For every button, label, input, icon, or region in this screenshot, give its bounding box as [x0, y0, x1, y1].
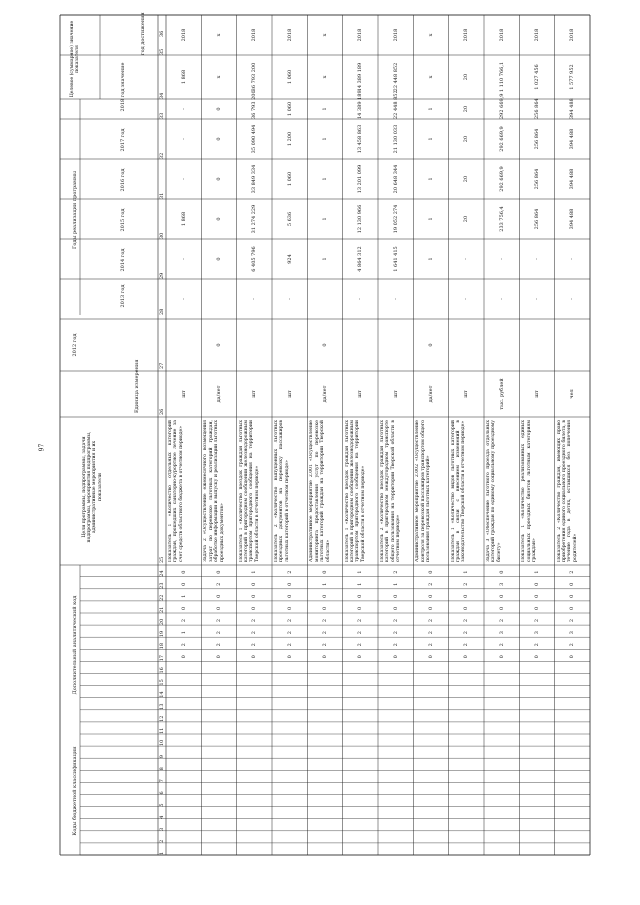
- year-header: 2018 год: [120, 88, 126, 112]
- year-value-cell: 33 849 334: [251, 164, 258, 194]
- code-cell: 2: [428, 631, 434, 635]
- target-year-cell: 2018: [498, 28, 505, 42]
- year-value-cell: 20: [463, 105, 470, 113]
- target-value-cell: 22 448 852: [392, 62, 399, 92]
- year-value-cell: 292 669,9: [498, 126, 505, 152]
- code-cell: 0: [428, 655, 434, 659]
- unit-cell: шт: [286, 390, 293, 398]
- year-value-cell: -: [286, 298, 293, 300]
- code-cell: 0: [463, 655, 470, 659]
- row-description: Показатель 1 «Количество поездок граждан льготных категорий в пригородном сообщении железнодорожным транспортом пригородного сообщения на территории Тверской области в отчетном периоде»: [238, 420, 260, 562]
- year-value-cell: 1 060: [286, 171, 293, 187]
- year-value-cell: 35 090 494: [251, 124, 258, 154]
- column-number: 29: [159, 272, 165, 279]
- column-number: 6: [159, 791, 165, 795]
- column-number: 10: [159, 739, 165, 747]
- code-cell: 0: [216, 655, 222, 659]
- year-value-cell: -: [534, 258, 540, 260]
- code-cell: 0: [534, 582, 540, 586]
- code-cell: 2: [216, 618, 222, 623]
- code-cell: 3: [569, 631, 576, 635]
- year-value-cell: 256 864: [534, 128, 540, 150]
- unit-cell: шт: [251, 390, 258, 398]
- code-cell: 3: [498, 582, 505, 586]
- year-value-cell: 19 052 274: [392, 204, 399, 234]
- unit-cell: шт: [392, 390, 399, 398]
- code-cell: 0: [251, 594, 258, 598]
- column-number: 25: [159, 556, 165, 563]
- year-2012-header: 2012 год: [72, 333, 78, 357]
- code-cell: 2: [251, 631, 258, 635]
- year-value-cell: -: [180, 258, 187, 260]
- year-value-cell: -: [498, 258, 505, 260]
- row-description: Показатель 2 «Количество выпущенных льготных проездных документов на перевозку пассажиров льготных категорий в отчетном периоде»: [274, 420, 290, 562]
- year-value-cell: 1: [428, 257, 434, 261]
- target-year-cell: х: [322, 33, 328, 37]
- year-value-cell: -: [569, 298, 576, 300]
- code-cell: 3: [534, 631, 540, 635]
- code-cell: 1: [392, 582, 399, 586]
- year-header: 2015 год: [120, 208, 126, 232]
- code-cell: 0: [428, 606, 434, 610]
- year-value-cell: 1 060: [286, 101, 293, 117]
- code-cell: 0: [569, 594, 576, 598]
- code-cell: 0: [216, 594, 222, 598]
- year-value-cell: 0: [216, 217, 222, 221]
- year-value-cell: -: [463, 258, 470, 260]
- column-number: 2: [159, 839, 165, 843]
- code-cell: 2: [498, 618, 505, 623]
- program-name-header: Цели программы, подпрограммы, задачи подпрограммы, мероприятия подпрограммы, административные мероприятия и их показатели: [82, 431, 103, 543]
- column-number: 22: [159, 594, 165, 601]
- code-cell: 0: [498, 606, 505, 610]
- column-number: 24: [159, 570, 165, 577]
- target-value-cell: 14 389 189: [357, 62, 364, 92]
- row-description: Показатель 1 «Количество отдельных категорий граждан, прошедших санаторно-курортное лечение за счет средств областного бюджета в отчетном периоде»: [168, 420, 184, 562]
- code-cell: 2: [180, 643, 187, 647]
- code-cell: 1: [357, 582, 364, 586]
- year-value-cell: 233 756,4: [498, 206, 505, 232]
- year-value-cell: 256 864: [534, 208, 540, 230]
- code-cell: 2: [534, 618, 540, 623]
- code-cell: 0: [216, 570, 222, 574]
- year-value-cell: 22 448 852: [392, 90, 399, 119]
- year-value-cell: 31 274 229: [251, 204, 258, 234]
- unit-cell: чел: [569, 389, 576, 399]
- code-cell: 0: [286, 594, 293, 598]
- year-header: 2014 год: [120, 248, 126, 272]
- row-description: Административное мероприятие 2.001 «Осуществление мониторинга предоставления услуг по перевозке льготных категорий граждан на территории Тверской области»: [309, 420, 331, 562]
- column-number: 30: [159, 232, 165, 239]
- row-description: Задача 2 «Осуществление ежемесячного возмещения затрат по перевозке льготных категорий граждан, обработке информации и выпуску и реализации льготных проездных документов»: [203, 420, 225, 562]
- year-value-cell: 0: [216, 107, 222, 111]
- code-cell: 0: [322, 655, 328, 659]
- code-cell: 2: [498, 643, 505, 647]
- column-number: 16: [159, 667, 165, 674]
- year-value-cell: 1: [428, 217, 434, 221]
- year-value-cell: 394 488: [569, 208, 576, 230]
- code-cell: 0: [180, 655, 187, 659]
- unit-header: Единица измерения: [134, 359, 140, 413]
- year-value-cell: 394 488: [569, 98, 576, 119]
- column-number: 20: [159, 618, 165, 626]
- year-value-cell: 394 488: [569, 128, 576, 150]
- program-years-header: Годы реализации программы: [72, 171, 78, 249]
- code-cell: 1: [534, 570, 540, 574]
- column-number: 3: [159, 827, 165, 831]
- column-number: 14: [159, 691, 165, 698]
- year-header: 2013 год: [120, 284, 126, 308]
- column-number: 32: [159, 152, 165, 159]
- column-number: 4: [159, 815, 165, 819]
- code-cell: 2: [357, 618, 364, 623]
- year-value-cell: 0: [216, 177, 222, 181]
- year-value-cell: 21 130 033: [392, 124, 399, 154]
- row-description: Показатель 1 «Количество реализованных единых социальных проездных билетов льготным категориям граждан»: [521, 420, 538, 562]
- unit-cell: шт: [180, 390, 187, 398]
- code-cell: 0: [534, 655, 540, 659]
- code-cell: 0: [463, 594, 470, 598]
- target-value-cell: х: [322, 75, 328, 79]
- row-description: Показатель 1 «Количество поездок граждан льготных категорий в пригородном сообщении железнодорожным транспортом пригородного сообщения на территории Тверской области в отчетном периоде»: [344, 420, 366, 562]
- code-cell: 3: [498, 631, 505, 635]
- code-cell: 0: [569, 606, 576, 610]
- year-value-cell: 256 864: [534, 98, 540, 119]
- year-value-cell: -: [463, 298, 470, 300]
- year-value-cell: -: [180, 138, 187, 140]
- code-cell: 0: [569, 582, 576, 586]
- code-cell: 2: [428, 582, 434, 586]
- code-cell: 0: [428, 594, 434, 598]
- year-value-cell: 20 648 344: [392, 164, 399, 194]
- year-2012-cell: 0: [322, 343, 328, 347]
- code-cell: 0: [286, 582, 293, 586]
- year-value-cell: 924: [286, 254, 293, 264]
- year-value-cell: 36 793 200: [251, 90, 258, 119]
- column-number: 18: [159, 642, 165, 650]
- year-value-cell: 1: [428, 107, 434, 111]
- code-cell: 2: [463, 643, 470, 647]
- code-cell: 0: [534, 606, 540, 610]
- code-cell: 2: [569, 618, 576, 623]
- code-cell: 1: [322, 582, 328, 586]
- budget-codes-header: Коды бюджетной классификации: [72, 746, 78, 836]
- year-value-cell: 0: [216, 137, 222, 141]
- target-year-cell: 2018: [251, 28, 258, 42]
- column-number: 12: [159, 715, 165, 722]
- year-value-cell: 256 864: [534, 168, 540, 190]
- code-cell: 2: [357, 631, 364, 635]
- year-value-cell: 292 669,9: [498, 93, 505, 119]
- column-number: 17: [159, 655, 165, 662]
- column-number: 9: [159, 755, 165, 759]
- unit-cell: да/нет: [216, 385, 222, 403]
- target-value-cell: 36 793 200: [251, 62, 258, 92]
- year-value-cell: 1: [428, 137, 434, 141]
- code-cell: 1: [180, 594, 187, 598]
- code-cell: 2: [392, 643, 399, 647]
- year-value-cell: 14 389 189: [357, 90, 364, 119]
- code-cell: 2: [322, 643, 328, 647]
- target-year-cell: х: [428, 33, 434, 37]
- row-description: Задача 3 «Обеспечение льготного проезда отдельных категорий граждан по единому социальному проездному билету»: [486, 420, 502, 562]
- target-value-cell: 1 868: [180, 69, 187, 85]
- unit-cell: да/нет: [322, 385, 328, 403]
- code-cell: 2: [392, 618, 399, 623]
- year-value-cell: 4 864 312: [357, 246, 364, 272]
- column-number: 35: [159, 48, 165, 55]
- year-value-cell: 20: [463, 135, 470, 143]
- year-value-cell: -: [357, 298, 364, 300]
- target-value-cell: х: [216, 75, 222, 79]
- code-cell: 2: [428, 618, 434, 623]
- column-number: 36: [159, 30, 165, 37]
- year-value-cell: -: [180, 108, 187, 110]
- value-subheader: значение: [120, 62, 126, 88]
- code-cell: 0: [180, 570, 187, 574]
- target-year-cell: 2018: [286, 28, 293, 42]
- code-cell: 1: [251, 570, 258, 574]
- code-cell: 2: [216, 643, 222, 647]
- year-value-cell: 1 641 415: [392, 246, 399, 272]
- code-cell: 0: [428, 570, 434, 574]
- unit-cell: тыс. рублей: [498, 378, 505, 410]
- target-year-cell: 2018: [569, 28, 576, 42]
- code-cell: 2: [534, 643, 540, 647]
- code-cell: 0: [216, 606, 222, 610]
- code-cell: 2: [286, 631, 293, 635]
- target-value-cell: х: [428, 75, 434, 79]
- target-year-cell: 2018: [357, 28, 364, 42]
- year-value-cell: -: [534, 298, 540, 300]
- code-cell: 2: [251, 643, 258, 647]
- achieve-year-subheader: год достижения: [140, 12, 146, 55]
- target-value-header: Целевое (суммарное) значение показателя: [70, 20, 81, 98]
- unit-cell: шт: [463, 390, 470, 398]
- target-value-cell: 1 110 766,1: [498, 61, 505, 93]
- code-cell: 0: [357, 655, 364, 659]
- code-cell: 2: [463, 631, 470, 635]
- year-value-cell: -: [180, 298, 187, 300]
- code-cell: 2: [322, 618, 328, 623]
- code-cell: 2: [286, 643, 293, 647]
- unit-cell: шт: [357, 390, 364, 398]
- year-value-cell: 5 636: [286, 211, 293, 227]
- year-value-cell: 6 405 796: [251, 246, 258, 272]
- year-value-cell: 13 458 863: [357, 124, 364, 154]
- column-number: 26: [159, 408, 165, 415]
- code-cell: 0: [251, 655, 258, 659]
- code-cell: 0: [534, 594, 540, 598]
- code-cell: 0: [392, 594, 399, 598]
- year-value-cell: -: [392, 298, 399, 300]
- code-cell: 2: [569, 643, 576, 647]
- code-cell: 0: [251, 606, 258, 610]
- code-cell: 0: [392, 606, 399, 610]
- code-cell: 0: [180, 606, 187, 610]
- additional-codes-header: Дополнительный аналитический код: [72, 595, 78, 695]
- code-cell: 1: [357, 570, 364, 574]
- page-number: 97: [38, 443, 46, 452]
- column-number: 34: [159, 92, 165, 99]
- target-value-cell: 20: [463, 73, 470, 81]
- code-cell: 0: [357, 606, 364, 610]
- code-cell: 2: [392, 570, 399, 574]
- code-cell: 2: [251, 618, 258, 623]
- code-cell: 2: [463, 618, 470, 623]
- target-value-cell: 1 027 456: [534, 64, 540, 90]
- column-number: 27: [159, 362, 165, 369]
- column-number: 11: [159, 727, 165, 734]
- code-cell: 2: [286, 618, 293, 623]
- year-value-cell: 1: [428, 177, 434, 181]
- year-value-cell: 12 130 966: [357, 204, 364, 234]
- year-value-cell: 1: [322, 137, 328, 141]
- year-value-cell: 1: [322, 177, 328, 181]
- code-cell: 0: [357, 594, 364, 598]
- year-value-cell: 13 201 099: [357, 164, 364, 194]
- column-number: 1: [159, 851, 165, 855]
- year-value-cell: -: [569, 258, 576, 260]
- year-value-cell: -: [251, 298, 258, 300]
- code-cell: 0: [286, 655, 293, 659]
- unit-cell: да/нет: [428, 385, 434, 403]
- year-value-cell: 0: [216, 257, 222, 261]
- code-cell: 2: [463, 582, 470, 586]
- code-cell: 0: [498, 594, 505, 598]
- code-cell: 1: [180, 631, 187, 635]
- code-cell: 2: [428, 643, 434, 647]
- code-cell: 2: [286, 570, 293, 574]
- year-value-cell: 1 868: [180, 211, 187, 227]
- column-number: 15: [159, 679, 165, 686]
- code-cell: 0: [498, 655, 505, 659]
- column-number: 33: [159, 112, 165, 119]
- target-year-cell: 2018: [180, 28, 187, 42]
- target-value-cell: 1 577 952: [569, 64, 576, 90]
- target-year-cell: х: [216, 33, 222, 37]
- code-cell: 0: [251, 582, 258, 586]
- column-number: 19: [159, 630, 165, 638]
- code-cell: 0: [392, 655, 399, 659]
- column-number: 7: [159, 779, 165, 783]
- unit-cell: шт: [534, 390, 540, 398]
- column-number: 21: [159, 606, 165, 613]
- code-cell: 2: [216, 631, 222, 635]
- year-header: 2017 год: [120, 128, 126, 152]
- target-value-cell: 1 060: [286, 69, 293, 85]
- code-cell: 2: [180, 618, 187, 623]
- year-2012-cell: 0: [428, 343, 434, 347]
- row-description: Показатель 2 «Количество граждан, имеющих право приобретения единого социального проездного билета, в течение года в детях, оставшихся без попечения родителей»: [556, 420, 578, 562]
- column-number: 8: [159, 767, 165, 771]
- year-value-cell: 1: [322, 107, 328, 111]
- year-value-cell: 20: [463, 175, 470, 183]
- code-cell: 2: [216, 582, 222, 586]
- year-value-cell: -: [498, 298, 505, 300]
- column-number: 28: [159, 308, 165, 315]
- column-number: 13: [159, 703, 165, 710]
- row-description: Показатель 1 «Количество видов льготных категорий граждан в связи с внесением изменений в законодательство Тверской области в отчетном периоде»: [450, 420, 467, 562]
- column-number: 23: [159, 582, 165, 589]
- code-cell: 0: [322, 570, 328, 574]
- column-number: 5: [159, 803, 165, 807]
- year-value-cell: 1: [322, 257, 328, 261]
- year-2012-cell: 0: [216, 343, 222, 347]
- year-value-cell: 394 488: [569, 168, 576, 190]
- code-cell: 0: [322, 594, 328, 598]
- code-cell: 0: [286, 606, 293, 610]
- code-cell: 0: [322, 606, 328, 610]
- year-value-cell: 1: [322, 217, 328, 221]
- target-year-cell: 2018: [534, 28, 540, 42]
- target-year-cell: 2018: [392, 28, 399, 42]
- target-year-cell: 2018: [463, 28, 470, 42]
- code-cell: 0: [569, 655, 576, 659]
- code-cell: 0: [180, 582, 187, 586]
- column-number: 31: [159, 192, 165, 199]
- year-value-cell: 1 200: [286, 131, 293, 147]
- code-cell: 2: [569, 570, 576, 574]
- year-header: 2016 год: [120, 168, 126, 192]
- year-value-cell: -: [180, 178, 187, 180]
- code-cell: 0: [498, 570, 505, 574]
- code-cell: 2: [392, 631, 399, 635]
- code-cell: 2: [322, 631, 328, 635]
- row-description: Административное мероприятие 2.002 «Осуществление контроля за перевозкой пассажиров транспортом общего пользования граждан льготных категорий»: [415, 420, 432, 562]
- code-cell: 2: [357, 643, 364, 647]
- code-cell: 0: [463, 606, 470, 610]
- year-value-cell: 292 669,9: [498, 166, 505, 192]
- year-value-cell: 20: [463, 215, 470, 223]
- row-description: Показатель 2 «Количество поездок граждан льготных категорий в пригородном междугородном транспорте общего пользования на территории Тверской области в отчетном периоде»: [380, 420, 402, 562]
- code-cell: 1: [463, 570, 470, 574]
